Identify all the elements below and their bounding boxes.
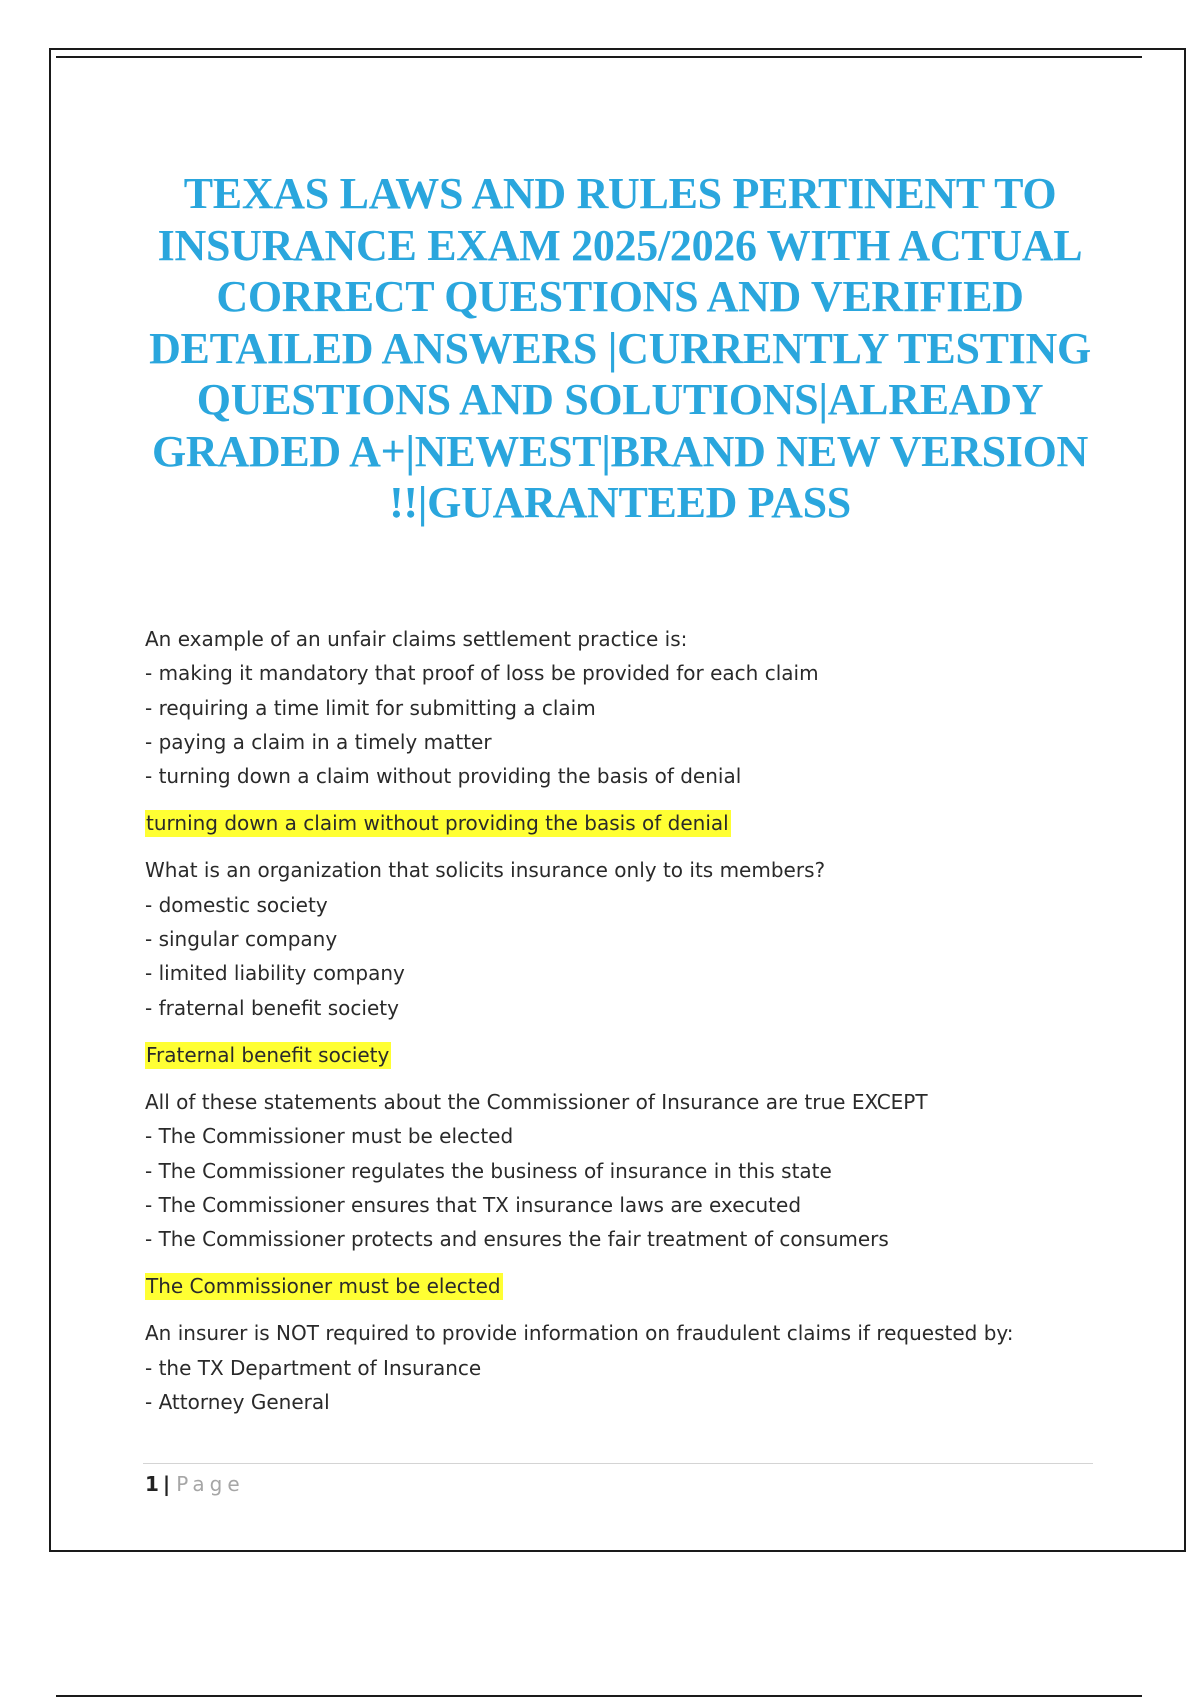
qa-list [145,622,1095,1419]
footer-rule [143,1463,1093,1464]
qa-item-2 [145,853,1095,1068]
correct-answer-row [145,1272,1095,1300]
correct-answer-highlight: Fraternal benefit society [146,1042,390,1067]
next-page-top-rule [56,1695,1142,1697]
answer-option: - making it mandatory that proof of loss be provided for each claim [145,661,819,686]
answer-option: - the TX Department of Insurance [145,1355,482,1380]
answer-option: - domestic society [145,892,328,917]
answer-option: - limited liability company [145,961,405,986]
qa-item-3 [145,1085,1095,1300]
correct-answer-highlight: The Commissioner must be elected [146,1274,501,1299]
qa-item-1 [145,622,1095,837]
qa-item-4 [145,1316,1095,1419]
page-label: Page [176,1472,245,1496]
answer-option: - singular company [145,927,338,952]
correct-answer-highlight: turning down a claim without providing the basis of denial [146,811,729,836]
answer-option: - The Commissioner regulates the business of insurance in this state [145,1158,832,1183]
answer-option: - fraternal benefit society [145,995,399,1020]
page-separator: | [162,1472,171,1496]
answer-option: - paying a claim in a timely matter [145,729,492,754]
question-text: All of these statements about the Commissioner of Insurance are true EXCEPT [145,1089,928,1114]
answer-option: - The Commissioner must be elected [145,1124,514,1149]
question-text: An example of an unfair claims settlement practice is: [145,627,688,651]
page-footer [145,1470,245,1498]
answer-option: - The Commissioner ensures that TX insurance laws are executed [145,1192,802,1217]
answer-option: - turning down a claim without providing the basis of denial [145,764,742,789]
question-text: What is an organization that solicits insurance only to its members? [145,858,826,883]
document-title: TEXAS LAWS AND RULES PERTINENT TO INSURANCE EXAM 2025/2026 WITH ACTUAL CORRECT QUESTIONS AND VERIFIED DETAILED ANSWERS |CURRENTLY TESTING QUESTIONS AND SOLUTIONS|ALREADY GRADED A+|NEWEST|BRAND NEW VERSION !!|GUARANTEED PASS [149,169,1091,527]
answer-option: - Attorney General [145,1390,330,1415]
answer-option: - The Commissioner protects and ensures the fair treatment of consumers [145,1227,889,1252]
correct-answer-row [145,1041,1095,1069]
correct-answer-row [145,809,1095,837]
answer-option: - requiring a time limit for submitting a claim [145,695,596,720]
top-rule [56,56,1142,58]
question-text: An insurer is NOT required to provide information on fraudulent claims if requested by: [145,1321,1014,1346]
page-number: 1 [145,1472,159,1496]
